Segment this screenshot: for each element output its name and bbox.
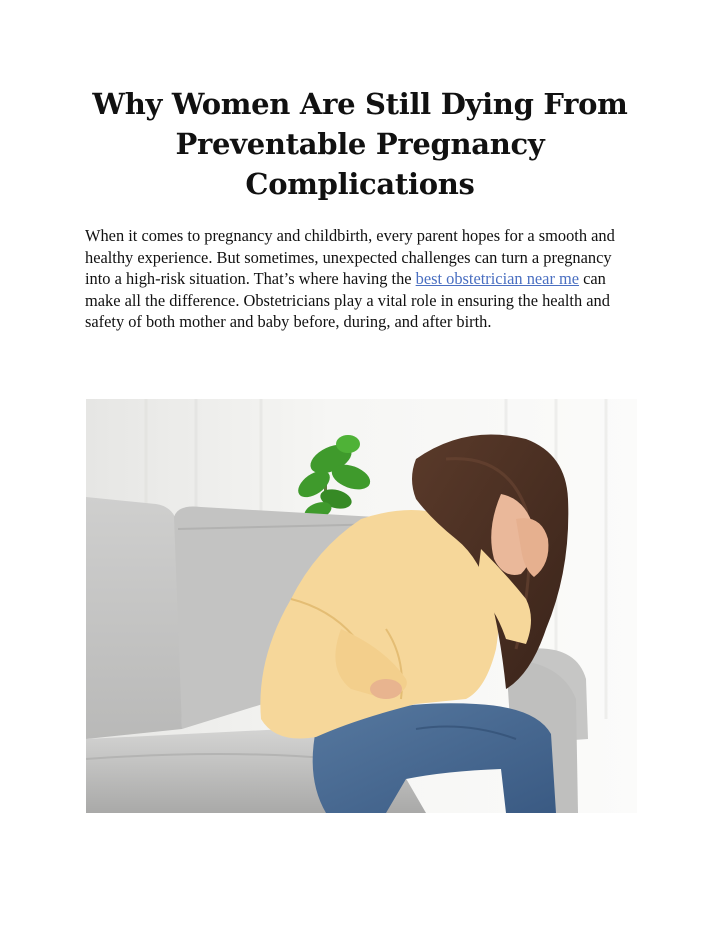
title-line-2: Preventable Pregnancy [175, 127, 545, 161]
intro-text-before-link: When it comes to pregnancy and childbirth, every parent hopes for a smooth and healthy experience. But sometimes, unexpected challenges can turn a pregnancy into a high-risk situation. That’s where having the [85, 226, 615, 289]
intro-paragraph [85, 225, 640, 333]
photo-illustration [86, 399, 637, 813]
title-line-1: Why Women Are Still Dying From [92, 87, 628, 121]
article-title [60, 84, 660, 204]
intro-text-after-link: can make all the difference. Obstetricians play a vital role in ensuring the health and safety of both mother and baby before, during, and after birth. [85, 269, 610, 332]
woman-on-sofa-photo [86, 399, 637, 813]
obstetrician-link[interactable]: best obstetrician near me [415, 269, 580, 289]
title-line-3: Complications [245, 167, 475, 201]
